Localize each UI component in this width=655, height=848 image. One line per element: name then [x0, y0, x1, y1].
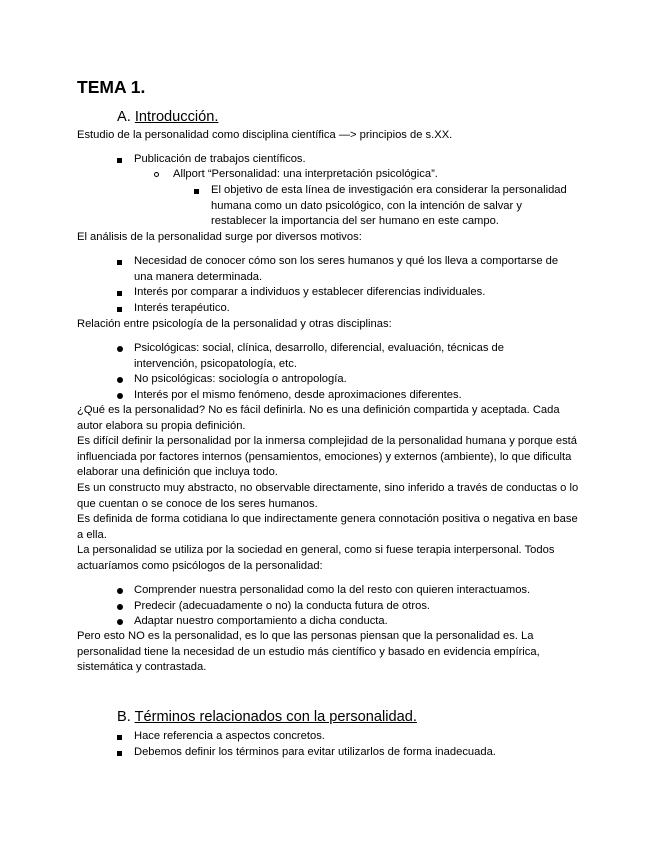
page-title: TEMA 1. — [77, 77, 146, 97]
terminos-list — [134, 729, 584, 760]
relacion-intro: Relación entre psicología de la personalidad y otras disciplinas: — [77, 318, 392, 330]
motivos-intro: El análisis de la personalidad surge por diversos motivos: — [77, 231, 362, 243]
list-item: Interés terapéutico. — [134, 301, 574, 317]
list-item: Adaptar nuestro comportamiento a dicha conducta. — [134, 614, 584, 630]
section-a-title: Introducción. — [134, 109, 219, 125]
body-paragraphs — [77, 403, 582, 575]
paragraph: ¿Qué es la personalidad? No es fácil definirla. No es una definición compartida y aceptada. Cada autor elabora su propia definición. — [77, 404, 560, 432]
dot-bullet-icon — [117, 604, 123, 610]
dot-bullet-icon — [117, 346, 123, 352]
publication-list — [134, 152, 564, 168]
dot-bullet-icon — [117, 588, 123, 594]
paragraph: Es un constructo muy abstracto, no observable directamente, sino inferido a través de conductas o lo que cuentan o se conoce de los seres humanos. — [77, 481, 579, 510]
square-bullet-icon — [117, 260, 122, 265]
section-b-title: Términos relacionados con la personalidad. — [134, 709, 417, 725]
relacion-list — [134, 341, 534, 403]
dot-bullet-icon — [117, 619, 123, 625]
section-a-letter: A. — [117, 109, 131, 125]
section-b-letter: B. — [117, 709, 131, 725]
list-item: Necesidad de conocer cómo son los seres humanos y qué los lleva a comportarse de una manera determinada. — [134, 254, 574, 285]
list-item: El objetivo de esta línea de investigación era considerar la personalidad humana como un dato psicológico, con la intención de salvar y restablecer la importancia del ser humano en este campo. — [211, 183, 577, 230]
closing-paragraph: Pero esto NO es la personalidad, es lo que las personas piensan que la personalidad es. La personalidad tiene la necesidad de un estudio más científico y basado en evidencia empírica, sistemática y contrastada. — [77, 630, 540, 674]
list-item: Psicológicas: social, clínica, desarrollo, diferencial, evaluación, técnicas de intervención, psicopatología, etc. — [134, 341, 534, 372]
square-bullet-icon — [194, 189, 199, 194]
paragraph: Es difícil definir la personalidad por la inmersa complejidad de la personalidad humana y porque está influenciada por factores internos (pensamientos, emociones) y externos (ambiente), lo que dificulta elaborar una definición que incluya todo. — [77, 435, 578, 479]
publication-subsublist — [211, 183, 577, 230]
list-item: Publicación de trabajos científicos. — [134, 152, 564, 168]
square-bullet-icon — [117, 735, 122, 740]
dot-bullet-icon — [117, 377, 123, 383]
publication-sublist — [173, 167, 573, 183]
list-item: Comprender nuestra personalidad como la del resto con quieren interactuamos. — [134, 583, 584, 599]
dot-bullet-icon — [117, 393, 123, 399]
square-bullet-icon — [117, 751, 122, 756]
paragraph: La personalidad se utiliza por la sociedad en general, como si fuese terapia interpersonal. Todos actuaríamos como psicólogos de la personalidad: — [77, 544, 555, 572]
intro-paragraph: Estudio de la personalidad como disciplina científica —> principios de s.XX. — [77, 129, 453, 141]
section-a-heading — [117, 108, 218, 126]
square-bullet-icon — [117, 158, 122, 163]
list-item: Interés por comparar a individuos y establecer diferencias individuales. — [134, 285, 574, 301]
actuar-list — [134, 583, 584, 630]
list-item: Predecir (adecuadamente o no) la conducta futura de otros. — [134, 599, 584, 615]
list-item: Debemos definir los términos para evitar utilizarlos de forma inadecuada. — [134, 745, 584, 761]
list-item: Allport “Personalidad: una interpretación psicológica”. — [173, 167, 573, 183]
motivos-list — [134, 254, 574, 316]
section-b-heading — [117, 708, 417, 726]
list-item: No psicológicas: sociología o antropología. — [134, 372, 534, 388]
list-item: Hace referencia a aspectos concretos. — [134, 729, 584, 745]
square-bullet-icon — [117, 291, 122, 296]
paragraph: Es definida de forma cotidiana lo que indirectamente genera connotación positiva o negativa en base a ella. — [77, 513, 578, 541]
circle-bullet-icon — [154, 172, 159, 177]
square-bullet-icon — [117, 307, 122, 312]
list-item: Interés por el mismo fenómeno, desde aproximaciones diferentes. — [134, 388, 534, 404]
